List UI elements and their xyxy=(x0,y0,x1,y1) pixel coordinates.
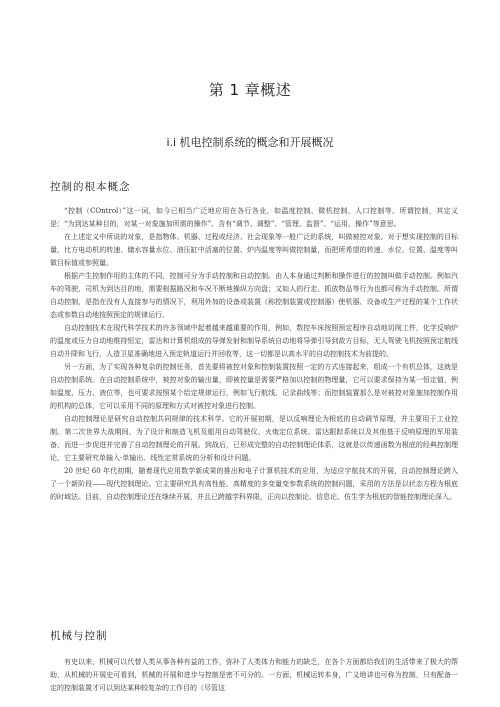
paragraph: 在上述定义中所说的对象，是指物体、机器、过程或经济、社会现象等一般广泛的系统，叫做被控对象。对于想实现控制的目标量，比方电动机的转速、储水容量水位、油压缸中活塞的位置、炉内温度等叫做控制量，而把所希望的转速、水位、位置、温度等叫做目标值或参照量。 xyxy=(50,233,458,267)
paragraph: 20 世纪 60 年代初期，随着现代应用数学新成果的推出和电子计算机技术的应用，为适应宇航技术的开展，自动控制理论跨入了一个新阶段——现代控制理论。它主要研究具有高性能、高精度的多变量变参数系统的控制问题，采用的方法是以状态方程为根底的时域法。目前，自动控制理论还在继续开展，并且已跨越学科界限，正向以控制论、信息论、仿生学为根底的智能控制理论深入。 xyxy=(50,467,458,501)
paragraph: 自动控制理论是研究自动控制共同规律的技术科学。它的开展初期，是以反响理论为根底的自动调节原理，并主要用于工业控制。第二次世界大战期间，为了设计和制造飞机及船用自动驾驶仪、火炮定位系统、雷达跟踪系统以及其他基于反响原理的军用装备，而进一步促进并完善了自动控制理论的开展。到战后，已形成完整的自动控制理论体系，这就是以传递函数为根底的经典控制理论，它主要研究单输入-单输出、线性定常系统的分析和设计问题。 xyxy=(50,415,458,462)
body-text-block-2 xyxy=(50,656,458,695)
paragraph: 自动控制技术在现代科学技术的许多领域中起着越来越重要的作用，例如，数控车床按照预定程序自动地切削工件，化学反响炉的温度或压力自动地维持恒定，雷达和计算机组成的导弹发射和制导系统自动地将导弹引导到敌方目标，无人驾驶飞机按照预定航线自动升降和飞行，人造卫星准确地进入预定轨道运行并回收等，这一切都是以高水平的自动控制技术为前提的。 xyxy=(50,324,458,358)
paragraph: 有史以来，机械可以代替人类从事各种有益的工作，弥补了人类体力和能力的缺乏，在各个方面都给我们的生活带来了极大的帮助，从机械的开展史可看到，机械的开展和进步与控制是密不可分的。一方面，机械运转本身，广义地讲也可称为控制，只有配备一定的控制装置才可以到达某种较复杂的工作目的（尽管这 xyxy=(50,658,458,692)
body-text-block-1 xyxy=(50,205,458,504)
paragraph: 根据产生控制作用的主体的不同，控制可分为手动控制和自动控制。由人本身通过判断和操作进行的控制叫做手动控制。例如汽车的驾驶，司机为到达目的地，需要根据路况和车况不断地操纵方向盘；又如人的行走、抓放物品等行为也都可称为手动控制。所谓自动控制，是指在没有人直接参与的情况下，利用外加的设备或装置（称控制装置或控制器）使机器、设备或生产过程的某个工作状态或参数自动地按照预定的规律运行。 xyxy=(50,272,458,319)
heading-mechanics-control: 机械与控制 xyxy=(50,630,108,642)
heading-basic-concept: 控制的根本概念 xyxy=(50,181,131,193)
paragraph: 另一方面，为了实现各种复杂的控制任务，首先要将被控对象和控制装置按照一定的方式连接起来，组成一个有机总体，这就是自动控制系统。在自动控制系统中，被控对象的输出量，即被控量是需要严格加以控制的物理量，它可以要求保持为某一恒定值，例如温度、压力、液位等，也可要求按照某个给定规律运行，例如飞行航线、记录曲线等；而控制装置那么是对被控对象施加控制作用的机构的总体，它可以采用不同的原理和方式对被控对象进行控制。 xyxy=(50,363,458,410)
chapter-title: 第 1 章概述 xyxy=(208,81,292,99)
paragraph: “控制（COntrol）”这一词，如今已相当广泛地应用在各行各业，如温度控制、微机控制、人口控制等。所谓控制，其定义是：“为到达某种目的，对某一对象施加所需的操作”。含有“调节、调整”、“管理、监督”、“运用、操作”等意思。 xyxy=(50,207,458,228)
section-title: i.i 机电控制系统的概念和开展概况 xyxy=(166,136,334,149)
